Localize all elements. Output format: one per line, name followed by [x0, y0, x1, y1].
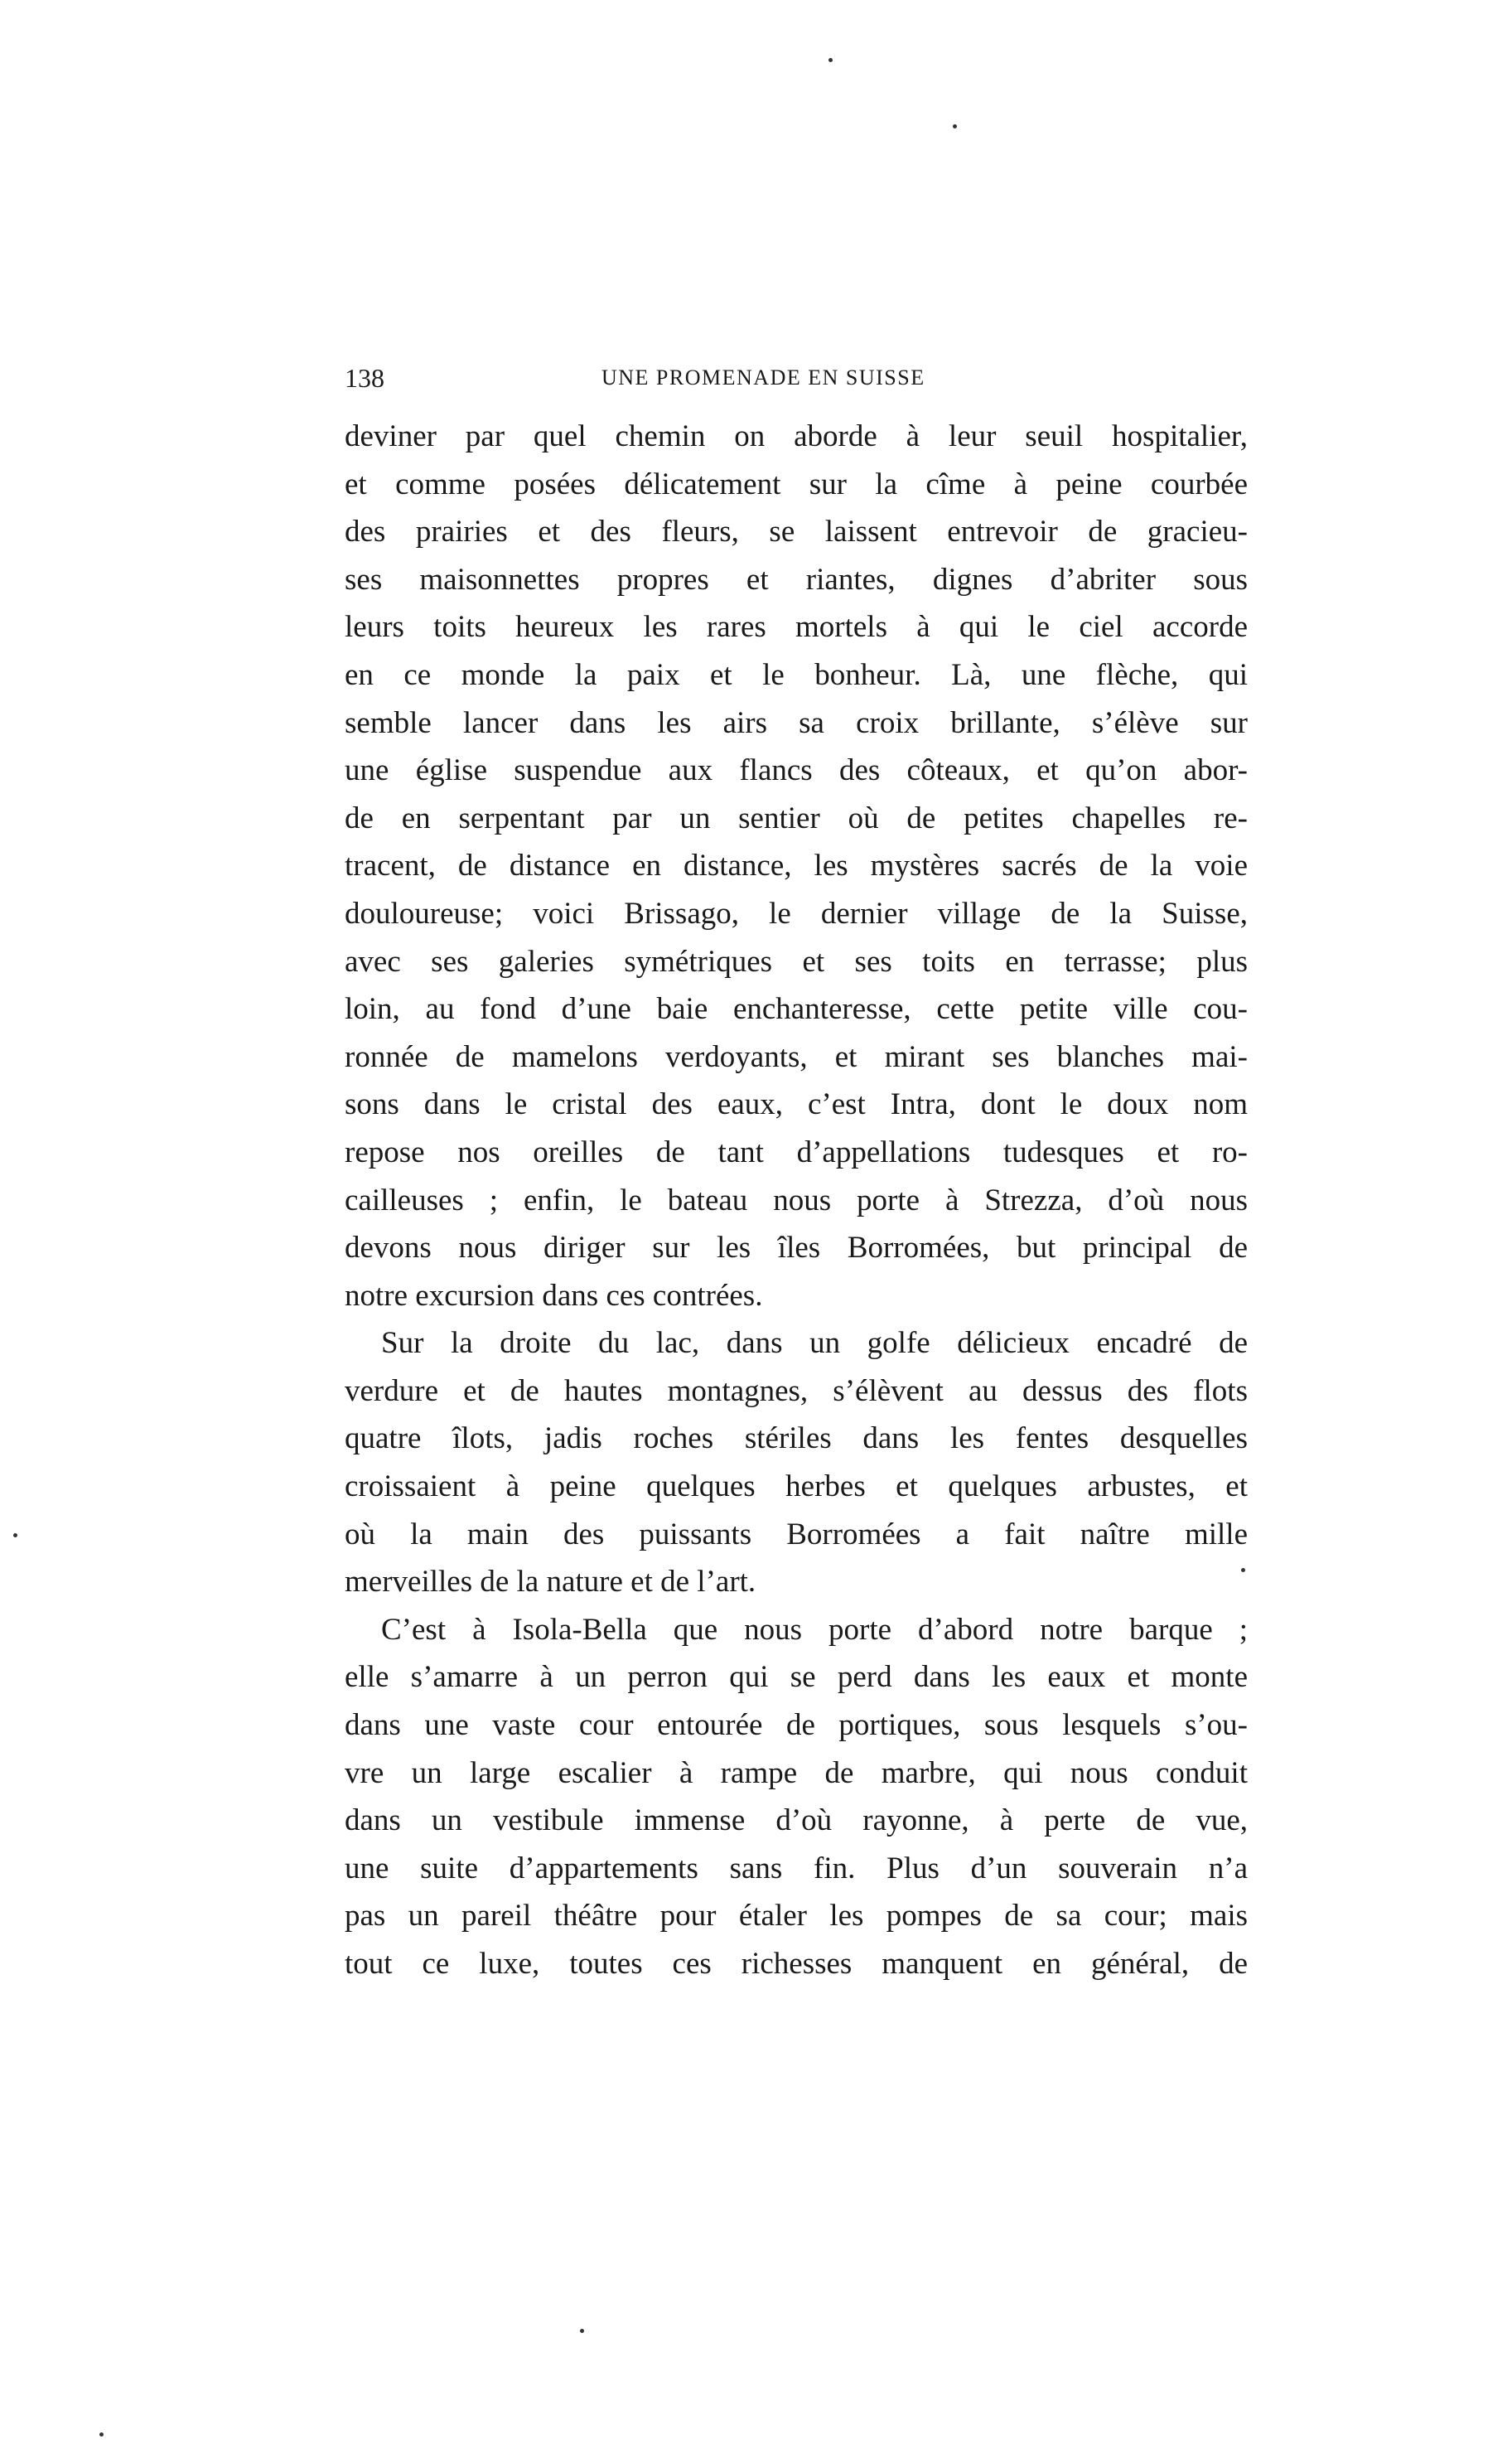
- text-line: Sur la droite du lac, dans un golfe délicieux encadré de: [381, 1326, 1248, 1361]
- print-speck: [953, 124, 957, 128]
- text-line: tracent, de distance en distance, les mystères sacrés de la voie: [345, 849, 1248, 883]
- text-line: repose nos oreilles de tant d’appellations tudesques et ro-: [345, 1135, 1248, 1169]
- print-speck: [828, 58, 833, 62]
- text-line: dans un vestibule immense d’où rayonne, à perte de vue,: [345, 1803, 1248, 1838]
- text-line: où la main des puissants Borromées a fait naître mille: [345, 1517, 1248, 1551]
- text-line: pas un pareil théâtre pour étaler les pompes de sa cour; mais: [345, 1899, 1248, 1934]
- text-line: dans une vaste cour entourée de portiques, sous lesquels s’ou-: [345, 1708, 1248, 1743]
- text-line: merveilles de la nature et de l’art.: [345, 1565, 756, 1600]
- page-number: 138: [345, 363, 384, 393]
- text-line: sons dans le cristal des eaux, c’est Intra, dont le doux nom: [345, 1087, 1248, 1122]
- text-line: vre un large escalier à rampe de marbre, qui nous conduit: [345, 1755, 1248, 1790]
- print-speck: [13, 1533, 17, 1537]
- text-line: ses maisonnettes propres et riantes, dignes d’abriter sous: [345, 562, 1248, 597]
- text-line: elle s’amarre à un perron qui se perd dans les eaux et monte: [345, 1660, 1248, 1695]
- text-line: croissaient à peine quelques herbes et quelques arbustes, et: [345, 1469, 1248, 1504]
- text-line: en ce monde la paix et le bonheur. Là, une flèche, qui: [345, 657, 1248, 692]
- text-line: devons nous diriger sur les îles Borromées, but principal de: [345, 1231, 1248, 1266]
- body-text: [345, 413, 1248, 1988]
- text-line: notre excursion dans ces contrées.: [345, 1278, 763, 1313]
- text-line: deviner par quel chemin on aborde à leur seuil hospitalier,: [345, 419, 1248, 453]
- text-line: douloureuse; voici Brissago, le dernier village de la Suisse,: [345, 896, 1248, 931]
- text-line: et comme posées délicatement sur la cîme à peine courbée: [345, 467, 1248, 501]
- text-line: leurs toits heureux les rares mortels à qui le ciel accorde: [345, 610, 1248, 645]
- text-line: quatre îlots, jadis roches stériles dans les fentes desquelles: [345, 1421, 1248, 1456]
- text-line: ronnée de mamelons verdoyants, et mirant ses blanches mai-: [345, 1039, 1248, 1074]
- text-line: avec ses galeries symétriques et ses toits en terrasse; plus: [345, 944, 1248, 979]
- text-line: cailleuses ; enfin, le bateau nous porte à Strezza, d’où nous: [345, 1183, 1248, 1217]
- text-line: semble lancer dans les airs sa croix brillante, s’élève sur: [345, 705, 1248, 740]
- text-line: C’est à Isola-Bella que nous porte d’abord notre barque ;: [381, 1612, 1248, 1647]
- text-line: tout ce luxe, toutes ces richesses manquent en général, de: [345, 1947, 1248, 1981]
- text-line: une suite d’appartements sans fin. Plus d’un souverain n’a: [345, 1851, 1248, 1885]
- text-line: loin, au fond d’une baie enchanteresse, cette petite ville cou-: [345, 992, 1248, 1027]
- print-speck: [99, 2432, 104, 2437]
- print-speck: [580, 2329, 584, 2333]
- text-line: de en serpentant par un sentier où de petites chapelles re-: [345, 801, 1248, 835]
- text-line: des prairies et des fleurs, se laissent entrevoir de gracieu-: [345, 515, 1248, 549]
- running-title: UNE PROMENADE EN SUISSE: [601, 365, 925, 390]
- page-header: [345, 358, 1248, 398]
- text-line: une église suspendue aux flancs des côteaux, et qu’on abor-: [345, 753, 1248, 788]
- print-speck: [1241, 1568, 1245, 1572]
- text-line: verdure et de hautes montagnes, s’élèvent au dessus des flots: [345, 1373, 1248, 1408]
